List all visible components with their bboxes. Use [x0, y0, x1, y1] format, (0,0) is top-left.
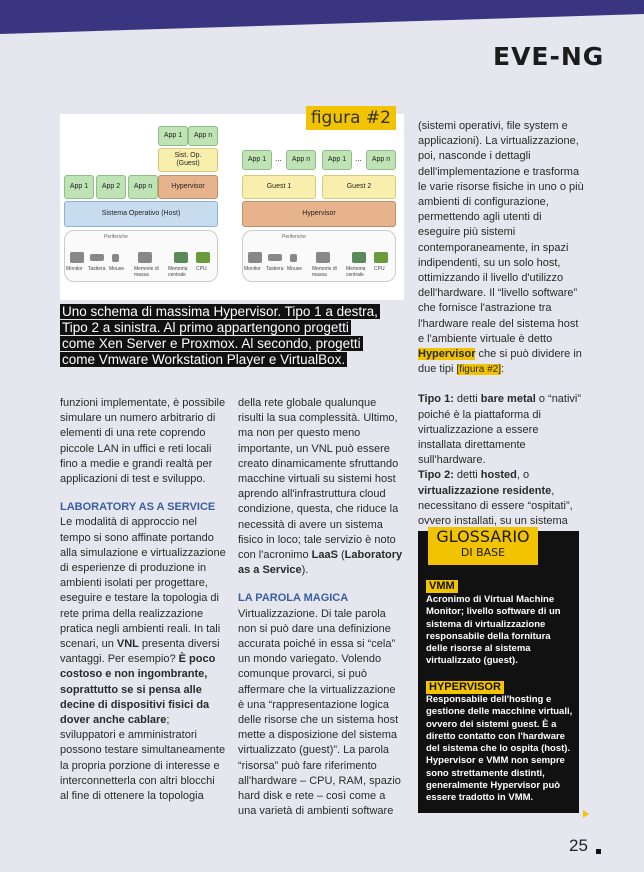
ellipsis: ...	[355, 154, 362, 163]
device-label: Monitor	[244, 266, 261, 272]
device-label: Tastiera	[266, 266, 284, 272]
paragraph: (sistemi operativi, file system e applicazioni). La virtualizzazione, poi, nasconde i dettagli dell'implementazione e trasforma le varie risorse fisiche in uno o più ambienti di configurazione, permettendo agli utenti di eseguire più sistemi contemporaneamente, in spazi indipendenti, su un solo host, ottimizzando il livello d'utilizzo dell'hardware. Il “livello software” che fornisce l'astrazione tra l'hardware reale del sistema host e l'ambiente virtuale è detto Hypervisor che si può dividere in due tipi [figura #2]:	[418, 120, 584, 376]
guest2-app-1: App 1	[322, 150, 352, 170]
guest2-app-n: App n	[366, 150, 396, 170]
guest-1: Guest 1	[242, 175, 316, 199]
cpu-icon	[196, 252, 210, 263]
peripherals-label-right: Periferiche	[282, 234, 306, 240]
guest-app-n: App n	[188, 126, 218, 146]
device-label: Memoria centrale	[346, 266, 366, 278]
glossary-def-vmm: Acronimo di Virtual Machine Monitor; livello software di un sistema di virtualizzazione responsabile della fornitura delle risorse al sistema virtualizzato (guest).	[426, 594, 561, 667]
column-2	[238, 396, 404, 819]
glossary-title-1: GLOSSARIO	[436, 527, 530, 546]
glossary-title-2: DI BASE	[460, 546, 506, 559]
guest-os: Sist. Op. (Guest)	[158, 148, 218, 172]
host-app-n: App n	[128, 175, 158, 199]
arrow-icon	[583, 810, 589, 818]
device-label: Mouse	[287, 266, 303, 272]
device-label: Memorie di massa	[134, 266, 159, 278]
ellipsis: ...	[275, 154, 282, 163]
storage-icon	[316, 252, 330, 263]
device-label: CPU	[196, 266, 207, 272]
figure-tag: figura #2	[306, 106, 396, 130]
top-banner	[0, 0, 644, 34]
peripherals-label-left: Periferiche	[104, 234, 128, 240]
paragraph: Tipo 2: detti hosted, o virtualizzazione residente, necessitano di essere “ospitati”, ovvero installati, su un sistema	[418, 469, 573, 528]
guest-app-1: App 1	[158, 126, 188, 146]
mouse-icon	[290, 254, 297, 262]
device-label: Mouse	[109, 266, 125, 272]
guest-2: Guest 2	[322, 175, 396, 199]
page-marker	[596, 849, 601, 854]
paragraph: della rete globale qualunque risulti la sua complessità. Ultimo, ma non per questo meno importante, un VNL può essere creato dinamicamente sfruttando macchine virtuali su sistemi host aprendo all'infrastruttura cloud condizione, questa, che riduce la necessità di avere un sistema fisico in loco; tale servizio è noto con l'acronimo LaaS (Laboratory as a Service).	[238, 397, 403, 577]
keyboard-icon	[268, 254, 282, 261]
mouse-icon	[112, 254, 119, 262]
glossary-term-hypervisor: HYPERVISOR	[426, 681, 504, 694]
host-os: Sistema Operativo (Host)	[64, 201, 218, 227]
paragraph: Le modalità di approccio nel tempo si sono affinate portando alla simulazione e virtualizzazione di esperienze di produzione in ambienti isolati per progettare, eseguire e testare la topologia di rete prima della realizzazione pratica negli ambienti reali. In tali scenari, un VNL presenta diversi vantaggi. Per esempio? È poco costoso e non ingombrante, soprattutto se si pensa alle decine di dispositivi fisici da dover anche cablare; sviluppatori e amministratori possono testare simultaneamente la propria porzione di interesse e interconnetterla con altri blocchi al fine di ottenere la topologia	[60, 516, 226, 803]
glossary-title	[428, 527, 538, 565]
hypervisor-type2: Hypervisor	[158, 175, 218, 199]
keyboard-icon	[90, 254, 104, 261]
paragraph: Tipo 1: detti bare metal o “nativi” poiché è la piattaforma di virtualizzazione a essere installata direttamente sull'hardware.	[418, 393, 582, 467]
guest1-app-1: App 1	[242, 150, 272, 170]
device-label: Memorie di massa	[312, 266, 337, 278]
monitor-icon	[70, 252, 84, 263]
device-label: Tastiera	[88, 266, 106, 272]
hypervisor-figure	[60, 108, 404, 300]
page-number: 25	[569, 836, 588, 855]
host-app-1: App 1	[64, 175, 94, 199]
device-label: Memoria centrale	[168, 266, 188, 278]
paragraph: Virtualizzazione. Di tale parola non si può dare una definizione accurata poiché in essa si “cela” un mondo variegato. Volendo comunque provarci, si può affermare che la virtualizzazione è una “rappresentazione logica delle risorse che un sistema host mette a disposizione del sistema virtualizzato (guest)”. La parola “risorsa” può fare riferimento all'hardware – CPU, RAM, spazio hard disk e rete – così come a una varietà di ambienti software	[238, 607, 401, 818]
section-heading: LA PAROLA MAGICA	[238, 592, 349, 605]
eve-ng-logo	[493, 42, 604, 71]
guest1-app-n: App n	[286, 150, 316, 170]
figure-caption	[60, 304, 380, 368]
host-app-2: App 2	[96, 175, 126, 199]
storage-icon	[138, 252, 152, 263]
logo-text: EVE-NG	[493, 42, 605, 71]
device-label: CPU	[374, 266, 385, 272]
paragraph: funzioni implementate, è possibile simulare un numero arbitrario di elementi di una rete coprendo piccole LAN in uffici e reti locali fino a medie e grandi realtà per applicazioni di test e sviluppo.	[60, 397, 226, 486]
memory-icon	[174, 252, 188, 263]
memory-icon	[352, 252, 366, 263]
hypervisor-type1: Hypervisor	[242, 201, 396, 227]
device-label: Monitor	[66, 266, 83, 272]
glossary-def-hypervisor: Responsabile dell'hosting e gestione delle macchine virtuali, ovvero dei sistemi guest. È a diretto contatto con l'hardware del sistema che lo ospita (host). Hypervisor e VMM non sempre sono strettamente distinti, generalmente Hypervisor può essere tradotto in VMM.	[426, 694, 573, 804]
column-1	[60, 396, 226, 804]
column-3	[418, 119, 584, 529]
monitor-icon	[248, 252, 262, 263]
glossary-term-vmm: VMM	[426, 580, 458, 593]
cpu-icon	[374, 252, 388, 263]
caption-text: Uno schema di massima Hypervisor. Tipo 1 a destra, Tipo 2 a sinistra. Al primo appartengono progetti come Xen Server e Proxmox. Al secondo, progetti come Vmware Workstation Player e VirtualBox.	[62, 304, 378, 367]
section-heading: LABORATORY AS A SERVICE	[60, 501, 216, 514]
